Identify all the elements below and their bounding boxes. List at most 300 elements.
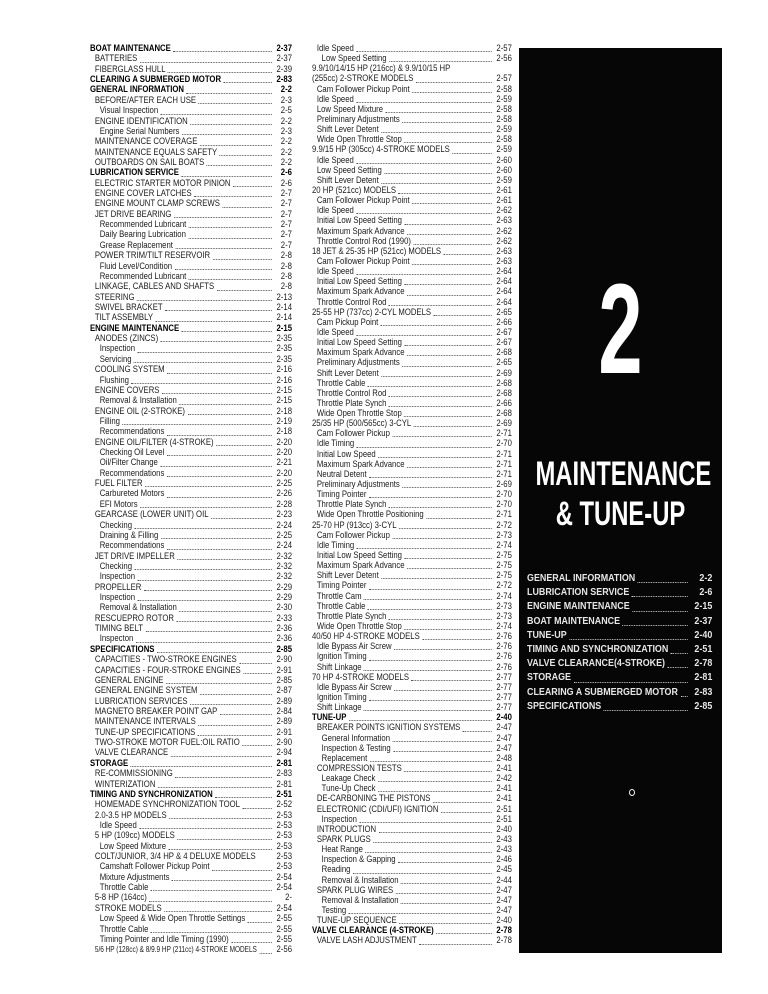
page-number: 2-83 — [276, 74, 292, 86]
entry-label: TUNE-UP — [312, 712, 347, 724]
page-number: 2-64 — [496, 276, 512, 288]
dot-leader — [389, 406, 492, 407]
entry-label: Removal & Installation — [99, 395, 177, 407]
page-number: 2-81 — [276, 778, 292, 790]
page-number: 2-2 — [280, 156, 292, 168]
entry-label: COMPRESSION TESTS — [316, 762, 402, 774]
dot-leader — [151, 932, 272, 933]
entry-label: RE-COMMISSIONING — [94, 768, 173, 780]
page-number: 2-71 — [496, 509, 512, 521]
page-number: 2-24 — [276, 519, 292, 531]
dot-leader — [134, 362, 272, 363]
dot-leader — [131, 383, 271, 384]
entry-label: Cam Follower Pickup Point — [316, 195, 410, 207]
page-number: 2-89 — [276, 716, 292, 728]
entry-label: VALVE CLEARANCE — [94, 747, 169, 759]
page-number: 2-51 — [276, 788, 292, 800]
entry-label: ENGINE MAINTENANCE — [90, 322, 180, 334]
page-number: 2-64 — [496, 296, 512, 308]
entry-label: POWER TRIM/TILT RESERVOIR — [94, 250, 211, 262]
page-number: 2-68 — [496, 347, 512, 359]
index-entry — [312, 216, 512, 226]
entry-label: VALVE LASH ADJUSTMENT — [316, 935, 417, 947]
entry-label: SPARK PLUGS — [316, 833, 371, 845]
entry-label: Idle Timing — [316, 539, 355, 551]
entry-label: Initial Low Speed Setting — [316, 215, 402, 227]
dot-leader — [168, 849, 271, 850]
page-number: 2-53 — [276, 809, 292, 821]
page-number: 2-83 — [276, 768, 292, 780]
entry-label: Shift Lever Detent — [316, 367, 379, 379]
page-number: 2-63 — [496, 245, 512, 257]
page-number: 2-67 — [496, 326, 512, 338]
entry-label: Fluid Level/Condition — [99, 260, 173, 272]
chapter-toc-item — [527, 699, 712, 713]
dot-leader — [190, 704, 272, 705]
page-number: 2-41 — [496, 762, 512, 774]
page-number: 2-84 — [276, 706, 292, 717]
dot-leader — [404, 416, 492, 417]
dot-leader — [373, 842, 491, 843]
entry-label: TWO-STROKE MOTOR FUEL:OIL RATIO — [94, 737, 240, 749]
page-number: 2-7 — [280, 239, 292, 251]
entry-label: LUBRICATION SERVICES — [94, 695, 188, 707]
dot-leader — [222, 207, 271, 208]
dot-leader — [220, 155, 272, 156]
page-number: 2-91 — [276, 726, 292, 738]
page-number: 2-6 — [699, 586, 713, 599]
page-number: 2-54 — [276, 871, 292, 883]
page-number: 2-20 — [276, 436, 292, 448]
entry-label: Low Speed Mixture — [316, 103, 384, 115]
entry-label: Removal & Installation — [321, 874, 399, 886]
entry-label: ENGINE COVERS — [94, 384, 160, 396]
entry-label: Throttle Plate Synch — [316, 397, 387, 409]
entry-label: Flushing — [99, 374, 129, 386]
circle-mark-icon — [629, 789, 635, 796]
dot-leader — [433, 802, 492, 803]
index-entry — [90, 407, 292, 417]
dot-leader — [404, 284, 491, 285]
dot-leader — [200, 694, 272, 695]
chapter-toc-item — [527, 571, 712, 585]
dot-leader — [144, 590, 272, 591]
chapter-toc-item — [527, 599, 712, 613]
page-number: 2-44 — [496, 874, 512, 886]
entry-label: Replacement — [321, 752, 368, 764]
entry-label: Oil/Filter Change — [99, 457, 158, 469]
page-number: 2-71 — [496, 448, 512, 460]
index-entry — [90, 935, 292, 945]
page-number: 2-23 — [276, 509, 292, 521]
dot-leader — [638, 582, 688, 583]
dot-leader — [378, 457, 492, 458]
dot-leader — [404, 224, 491, 225]
entry-label: Checking Oil Level — [99, 447, 165, 459]
dot-leader — [220, 714, 272, 715]
entry-label: Preliminary Adjustments — [316, 357, 400, 369]
page-number: 2-8 — [280, 260, 292, 272]
dot-leader — [137, 352, 271, 353]
page-number: 2-81 — [276, 757, 292, 769]
dot-leader — [389, 619, 492, 620]
dot-leader — [248, 922, 272, 923]
entry-label: Reading — [321, 864, 351, 876]
page-number: 2-76 — [496, 661, 512, 673]
entry-label: GENERAL INFORMATION — [90, 84, 185, 96]
entry-label: TIMING BELT — [94, 623, 143, 635]
dot-leader — [404, 771, 492, 772]
entry-label: Ignition Timing — [316, 692, 367, 703]
page-number: 2-85 — [276, 674, 292, 686]
page-number: 2-16 — [276, 374, 292, 386]
page-number: 2-47 — [496, 884, 512, 896]
page-number: 2-47 — [496, 742, 512, 754]
page-number: 2-77 — [496, 692, 512, 703]
dot-leader — [396, 893, 492, 894]
chapter-contents — [527, 571, 712, 713]
page-number: 2-2 — [280, 136, 292, 148]
page-number: 2-51 — [694, 642, 713, 655]
entry-label: Timing Pointer and Idle Timing (1990) — [99, 933, 229, 945]
entry-label: Throttle Plate Synch — [316, 610, 387, 622]
dot-leader — [198, 735, 272, 736]
entry-label: Mixture Adjustments — [99, 871, 170, 883]
page-number: 2-65 — [496, 357, 512, 369]
entry-label: ELECTRIC STARTER MOTOR PINION — [94, 177, 231, 189]
dot-leader — [134, 528, 271, 529]
page-number: 2-69 — [496, 418, 512, 430]
chapter-toc-item — [527, 670, 712, 684]
toc-label: VALVE CLEARANCE(4-STROKE) — [527, 657, 666, 670]
dot-leader — [179, 404, 272, 405]
page-number: 2-53 — [276, 819, 292, 831]
page-number: 2-63 — [496, 215, 512, 227]
entry-label: Testing — [321, 904, 347, 916]
dot-leader — [393, 751, 492, 752]
entry-label: Inspection — [99, 571, 136, 583]
entry-label: Idle Speed — [316, 326, 354, 338]
page-number: 2-7 — [280, 198, 292, 210]
entry-label: INTRODUCTION — [316, 823, 377, 835]
entry-label: Cam Follower Pickup Point — [316, 255, 410, 267]
entry-label: TIMING AND SYNCHRONIZATION — [90, 788, 213, 800]
page-number: 2-35 — [276, 343, 292, 355]
entry-label: ENGINE MOUNT CLAMP SCREWS — [94, 198, 220, 210]
page-number: 2-74 — [496, 621, 512, 633]
toc-label: ENGINE MAINTENANCE — [527, 600, 630, 613]
dot-leader — [190, 124, 272, 125]
dot-leader — [167, 455, 272, 456]
index-entry — [90, 914, 292, 924]
dot-leader — [357, 548, 492, 549]
index-entry — [90, 106, 292, 116]
entry-label: Inspection — [99, 592, 136, 604]
dot-leader — [623, 625, 688, 626]
entry-label: Camshaft Follower Pickup Point — [99, 861, 210, 873]
entry-label: Shift Linkage — [316, 702, 362, 714]
dot-leader — [407, 355, 492, 356]
dot-leader — [399, 528, 492, 529]
entry-label: Cam Follower Pickup — [316, 428, 390, 440]
entry-label: 2.0-3.5 HP MODELS — [94, 809, 167, 821]
entry-label: Grease Replacement — [99, 239, 173, 251]
page-number: 2-51 — [496, 803, 512, 815]
dot-leader — [359, 822, 491, 823]
page-number: 2-59 — [496, 93, 512, 105]
chapter-panel — [519, 48, 722, 953]
page-number: 2-6 — [280, 167, 292, 179]
page-number: 2-54 — [276, 882, 292, 894]
page-number: 2-37 — [694, 614, 713, 627]
dot-leader — [149, 901, 272, 902]
entry-label: 9.9/10/14/15 HP (216cc) & 9.9/10/15 HP — [312, 63, 451, 75]
entry-label: 9.9/15 HP (305cc) 4-STROKE MODELS — [312, 144, 450, 156]
page-number: 2-3 — [280, 94, 292, 106]
entry-label: SPARK PLUG WIRES — [316, 884, 394, 896]
page-number: 2-78 — [496, 935, 512, 947]
entry-label: 5-8 HP (164cc) — [94, 892, 147, 904]
entry-label: Shift Lever Detent — [316, 570, 379, 582]
entry-label: Wide Open Throttle Stop — [316, 621, 402, 633]
dot-leader — [172, 880, 272, 881]
dot-leader — [356, 102, 492, 103]
page-number: 2-71 — [496, 458, 512, 470]
page-number: 2-56 — [496, 53, 512, 65]
dot-leader — [139, 828, 272, 829]
dot-leader — [401, 903, 492, 904]
entry-label: Removal & Installation — [99, 602, 177, 614]
entry-label: RESCUEPRO ROTOR — [94, 612, 174, 624]
page-number: 2-53 — [276, 840, 292, 852]
entry-label: COLT/JUNIOR, 3/4 HP & 4 DELUXE MODELS — [94, 851, 256, 863]
dot-leader — [407, 568, 492, 569]
dot-leader — [157, 652, 272, 653]
page-number: 2-87 — [276, 685, 292, 697]
dot-leader — [155, 321, 271, 322]
entry-label: Throttle Control Rod — [316, 387, 387, 399]
entry-label: JET DRIVE IMPELLER — [94, 550, 175, 562]
entry-label: GENERAL ENGINE — [94, 674, 164, 686]
page-number: 2-69 — [496, 367, 512, 379]
entry-label: CLEARING A SUBMERGED MOTOR — [90, 74, 222, 86]
dot-leader — [680, 696, 687, 697]
page-number: 2-26 — [276, 488, 292, 500]
page-number: 2-58 — [496, 113, 512, 125]
page-number: 2-15 — [694, 600, 713, 613]
entry-label: Recommendations — [99, 540, 165, 552]
page-number: 2-53 — [276, 851, 292, 863]
dot-leader — [169, 818, 272, 819]
page-number: 2-67 — [496, 337, 512, 349]
dot-leader — [122, 424, 271, 425]
page-number: 2-24 — [276, 540, 292, 552]
entry-label: ENGINE OIL/FILTER (4-STROKE) — [94, 436, 214, 448]
page-number: 2-32 — [276, 550, 292, 562]
dot-leader — [198, 103, 271, 104]
entry-label: ENGINE OIL (2-STROKE) — [94, 405, 186, 417]
dot-leader — [140, 62, 272, 63]
dot-leader — [426, 518, 492, 519]
entry-label: Recommended Lubricant — [99, 270, 187, 282]
chapter-number: 2 — [598, 258, 643, 401]
dot-leader — [212, 870, 272, 871]
index-entry — [312, 358, 512, 368]
page-number: 2-89 — [276, 695, 292, 707]
entry-label: OUTBOARDS ON SAIL BOATS — [94, 156, 205, 168]
chapter-subtitle: & TUNE-UP — [555, 495, 686, 533]
index-column-middle — [312, 44, 512, 947]
dot-leader — [259, 953, 271, 954]
dot-leader — [632, 611, 687, 612]
page-number: 2-18 — [276, 405, 292, 417]
page-number: 2-78 — [496, 925, 512, 937]
page-number: 2-91 — [276, 664, 292, 676]
dot-leader — [436, 933, 492, 934]
toc-label: TIMING AND SYNCHRONIZATION — [527, 642, 669, 655]
entry-label: Initial Low Speed Setting — [316, 337, 402, 349]
entry-label: Cam Follower Pickup — [316, 529, 390, 541]
entry-label: DE-CARBONING THE PISTONS — [316, 793, 431, 805]
page-number: 2-19 — [276, 415, 292, 427]
dot-leader — [242, 808, 271, 809]
page-number: 2-65 — [496, 306, 512, 318]
dot-leader — [158, 787, 272, 788]
page-number: 2-74 — [496, 539, 512, 551]
dot-leader — [379, 832, 492, 833]
entry-label: STROKE MODELS — [94, 902, 162, 914]
dot-leader — [175, 777, 272, 778]
entry-label: Initial Low Speed — [316, 448, 376, 460]
entry-label: Recommendations — [99, 467, 165, 479]
page-number: 2-78 — [694, 657, 713, 670]
dot-leader — [198, 725, 272, 726]
entry-label: EFI Motors — [99, 498, 138, 510]
page-number: 2-94 — [276, 747, 292, 759]
entry-label: BEFORE/AFTER EACH USE — [94, 94, 197, 106]
dot-leader — [416, 82, 492, 83]
dot-leader — [136, 642, 272, 643]
dot-leader — [145, 486, 272, 487]
page-number: 2-35 — [276, 353, 292, 365]
dot-leader — [173, 51, 272, 52]
page-number: 2-76 — [496, 651, 512, 663]
entry-label: 40/50 HP 4-STROKE MODELS — [312, 631, 420, 643]
dot-leader — [369, 497, 492, 498]
page-number: 2-47 — [496, 894, 512, 906]
dot-leader — [402, 487, 492, 488]
entry-label: HOMEMADE SYNCHRONIZATION TOOL — [94, 799, 240, 811]
chapter-toc-item — [527, 642, 712, 656]
entry-label: Wide Open Throttle Positioning — [316, 509, 424, 521]
dot-leader — [364, 670, 492, 671]
entry-label: Throttle Cam — [316, 590, 362, 602]
entry-label: General Information — [321, 732, 391, 744]
page-number: 2-2 — [280, 84, 292, 96]
entry-label: 25/35 HP (500/565cc) 3-CYL — [312, 418, 412, 430]
entry-label: Idle Bypass Air Screw — [316, 681, 392, 693]
chapter-toc-item — [527, 656, 712, 670]
page-number: 2-37 — [276, 53, 292, 65]
page-number: 2-75 — [496, 570, 512, 582]
dot-leader — [569, 639, 687, 640]
page-number: 2-85 — [276, 643, 292, 655]
dot-leader — [401, 883, 492, 884]
page-number: 2-21 — [276, 457, 292, 469]
entry-label: Idle Speed — [316, 205, 354, 217]
page-number: 2-59 — [496, 174, 512, 186]
dot-leader — [389, 305, 492, 306]
dot-leader — [194, 196, 272, 197]
dot-leader — [370, 761, 492, 762]
chapter-title: MAINTENANCE — [535, 455, 712, 493]
page-number: 2-2 — [280, 146, 292, 158]
dot-leader — [137, 580, 271, 581]
dot-leader — [369, 477, 492, 478]
page-number: 2-83 — [694, 685, 713, 698]
entry-label: (255cc) 2-STROKE MODELS — [312, 73, 414, 85]
dot-leader — [356, 163, 492, 164]
dot-leader — [188, 238, 272, 239]
entry-label: Carbureted Motors — [99, 488, 165, 500]
page-number: 2-76 — [496, 641, 512, 653]
index-entry — [90, 251, 292, 261]
dot-leader — [413, 244, 491, 245]
page-number: 2-70 — [496, 438, 512, 450]
page-number: 2-14 — [276, 312, 292, 324]
page-number: 2-32 — [276, 571, 292, 583]
dot-leader — [186, 93, 271, 94]
dot-leader — [419, 944, 492, 945]
page-number: 2-40 — [496, 823, 512, 835]
dot-leader — [167, 497, 272, 498]
dot-leader — [200, 145, 272, 146]
entry-label: PROPELLER — [94, 581, 142, 593]
entry-label: Servicing — [99, 353, 132, 365]
dot-leader — [394, 649, 492, 650]
page-number: 2-29 — [276, 581, 292, 593]
entry-label: MAINTENANCE EQUALS SAFETY — [94, 146, 218, 158]
entry-label: CAPACITIES - FOUR-STROKE ENGINES — [94, 664, 241, 676]
entry-label: Throttle Cable — [99, 923, 149, 935]
dot-leader — [171, 756, 272, 757]
entry-label: Idle Timing — [316, 438, 355, 450]
dot-leader — [378, 781, 492, 782]
entry-label: Wide Open Throttle Stop — [316, 134, 402, 146]
index-entry — [90, 510, 292, 520]
entry-label: Preliminary Adjustments — [316, 113, 400, 125]
dot-leader — [175, 248, 271, 249]
page-number: 2-13 — [276, 291, 292, 303]
page-number: 2-40 — [496, 915, 512, 927]
page-number: 2-36 — [276, 633, 292, 645]
dot-leader — [161, 114, 272, 115]
dot-leader — [381, 325, 492, 326]
entry-label: Throttle Plate Synch — [316, 499, 387, 511]
page-number: 2-60 — [496, 164, 512, 176]
dot-leader — [233, 186, 272, 187]
page-number: 2-5 — [280, 105, 292, 117]
page-number: 2-90 — [276, 654, 292, 666]
dot-leader — [368, 386, 492, 387]
dot-leader — [364, 710, 492, 711]
dot-leader — [389, 396, 492, 397]
dot-leader — [389, 507, 492, 508]
dot-leader — [181, 176, 272, 177]
dot-leader — [404, 142, 492, 143]
dot-leader — [174, 217, 272, 218]
index-entry — [90, 769, 292, 779]
